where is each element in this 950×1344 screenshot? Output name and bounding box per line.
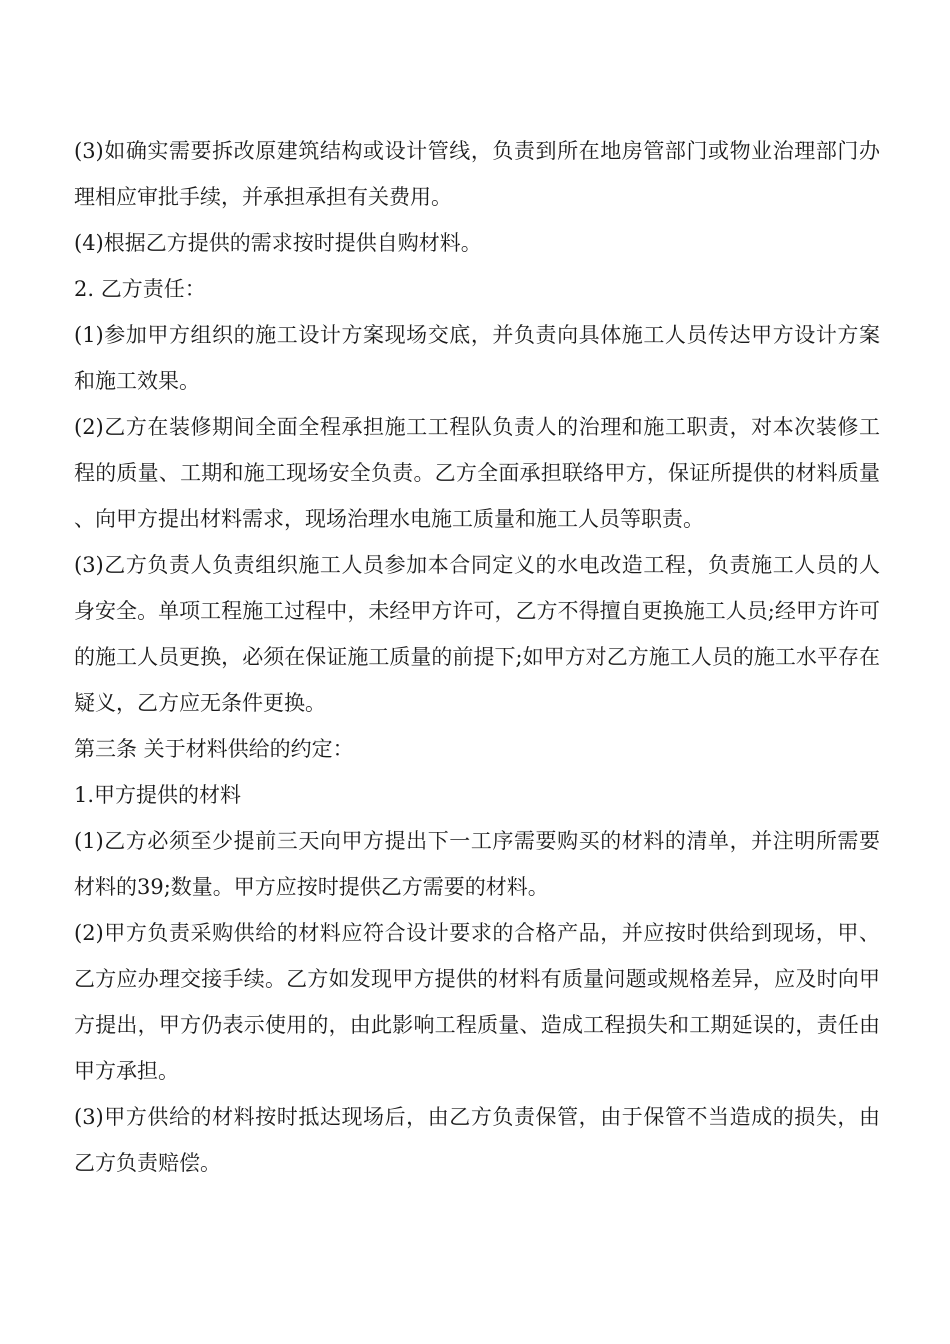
- paragraph-materials-clause-1: (1)乙方必须至少提前三天向甲方提出下一工序需要购买的材料的清单，并注明所需要 材料的39;数量。甲方应按时提供乙方需要的材料。: [74, 829, 880, 899]
- paragraph-materials-clause-2: (2)甲方负责采购供给的材料应符合设计要求的合格产品，并应按时供给到现场，甲、乙方应办理交接手续。乙方如发现甲方提供的材料有质量问题或规格差异，应及时向甲方提出，甲方仍表示使用的，由此影响工程质量、造成工程损失和工期延误的，责任由甲方承担。: [74, 921, 880, 1083]
- paragraph-clause-4-materials: (4)根据乙方提供的需求按时提供自购材料。: [74, 231, 482, 255]
- paragraph-materials-clause-3: (3)甲方供给的材料按时抵达现场后，由乙方负责保管，由于保管不当造成的损失，由乙方负责赔偿。: [74, 1105, 880, 1175]
- paragraph-b-clause-3: (3)乙方负责人负责组织施工人员参加本合同定义的水电改造工程，负责施工人员的人身安全。单项工程施工过程中，未经甲方许可，乙方不得擅自更换施工人员;经甲方许可的施工人员更换，必须在保证施工质量的前提下;如甲方对乙方施工人员的施工水平存在疑义，乙方应无条件更换。: [74, 553, 880, 715]
- paragraph-b-clause-2: (2)乙方在装修期间全面全程承担施工工程队负责人的治理和施工职责，对本次装修工程的质量、工期和施工现场安全负责。乙方全面承担联络甲方，保证所提供的材料质量、向甲方提出材料需求，现场治理水电施工质量和施工人员等职责。: [74, 415, 880, 531]
- paragraph-clause-3-approval: (3)如确实需要拆改原建筑结构或设计管线，负责到所在地房管部门或物业治理部门办理相应审批手续，并承担承担有关费用。: [74, 139, 880, 209]
- section-heading-party-b-duties: 2. 乙方责任：: [74, 277, 206, 301]
- paragraph-b-clause-1: (1)参加甲方组织的施工设计方案现场交底，并负责向具体施工人员传达甲方设计方案和施工效果。: [74, 323, 880, 393]
- article-heading-materials: 第三条 关于材料供给的约定：: [74, 737, 354, 761]
- document-page: [74, 128, 880, 1186]
- subsection-heading-party-a-materials: 1.甲方提供的材料: [74, 783, 242, 807]
